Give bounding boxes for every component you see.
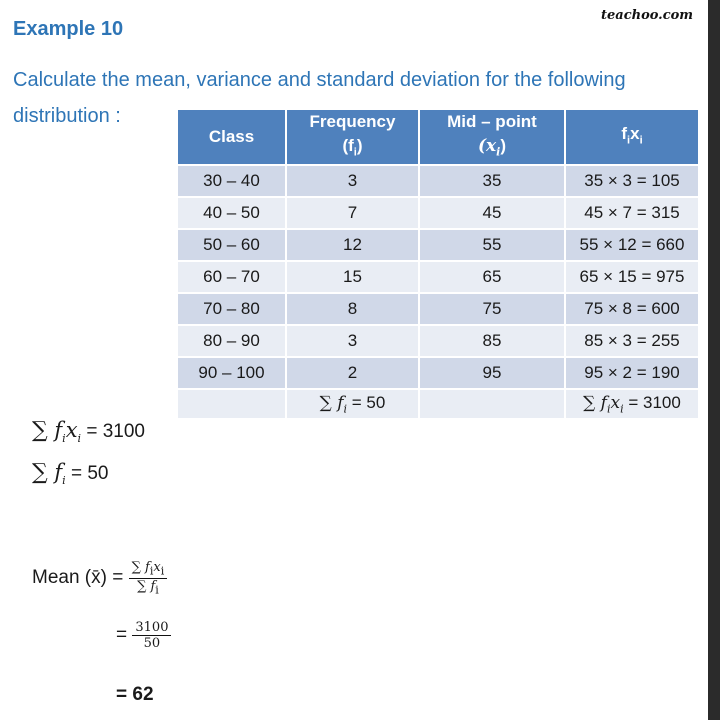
header-midpoint-symbol-open: (x	[477, 136, 497, 156]
sigma-symbol: ∑	[137, 578, 147, 594]
cell-frequency: 3	[287, 166, 420, 198]
cell-frequency: 12	[287, 230, 420, 262]
table-totals-row	[178, 390, 700, 420]
sub-i: i	[62, 473, 66, 487]
cell-midpoint: 75	[420, 294, 566, 326]
sub-i: i	[343, 402, 348, 416]
cell-midpoint: 65	[420, 262, 566, 294]
cell-fixi: 35 × 3 = 105	[566, 166, 700, 198]
cell-fixi: 55 × 12 = 660	[566, 230, 700, 262]
table-row	[178, 198, 700, 230]
cell-class: 60 – 70	[178, 262, 287, 294]
sub-i: i	[160, 564, 165, 578]
cell-class: 90 – 100	[178, 358, 287, 390]
cell-class: 70 – 80	[178, 294, 287, 326]
var-f: f	[47, 418, 63, 442]
cell-frequency: 2	[287, 358, 420, 390]
total-fixi-value: = 3100	[628, 393, 681, 413]
header-fixi-sub2: i	[639, 134, 643, 147]
mean-numerator	[129, 560, 168, 579]
cell-fixi: 65 × 15 = 975	[566, 262, 700, 294]
total-fixi	[566, 390, 700, 420]
sigma-symbol: ∑	[131, 560, 141, 575]
mean-fraction	[129, 560, 168, 596]
sub-i: i	[77, 431, 82, 445]
cell-midpoint: 45	[420, 198, 566, 230]
sub-i: i	[620, 402, 624, 416]
sum-f-line	[32, 460, 109, 487]
problem-statement: Calculate the mean, variance and standard deviation for the following distribution :	[13, 69, 626, 127]
cell-class: 30 – 40	[178, 166, 287, 198]
sub-i: i	[606, 402, 611, 416]
header-midpoint-subscript: i	[496, 145, 501, 159]
cell-fixi: 95 × 2 = 190	[566, 358, 700, 390]
header-midpoint	[420, 110, 566, 166]
var-x: x	[153, 560, 161, 575]
cell-frequency: 3	[287, 326, 420, 358]
substitution-numerator: 3100	[132, 620, 171, 636]
teachoo-watermark: teachoo.com	[601, 8, 694, 23]
header-fixi-x: x	[630, 124, 640, 143]
total-frequency	[287, 390, 420, 420]
table-row	[178, 262, 700, 294]
header-fixi	[566, 110, 700, 166]
var-f: f	[47, 460, 63, 484]
mean-formula-line	[32, 560, 167, 596]
cell-empty	[178, 390, 287, 420]
var-x: x	[610, 393, 621, 414]
header-frequency-symbol-open: (f	[342, 136, 354, 155]
table-row	[178, 166, 700, 198]
equals-sign: =	[116, 624, 128, 646]
distribution-table	[178, 110, 700, 420]
header-class: Class	[178, 110, 287, 166]
sub-i: i	[62, 431, 66, 445]
cell-frequency: 15	[287, 262, 420, 294]
header-frequency-label: Frequency	[309, 112, 396, 131]
header-frequency	[287, 110, 420, 166]
right-edge-bar	[708, 0, 720, 720]
cell-frequency: 8	[287, 294, 420, 326]
header-midpoint-label: Mid – point	[447, 112, 537, 131]
cell-class: 80 – 90	[178, 326, 287, 358]
cell-midpoint: 95	[420, 358, 566, 390]
sub-i: i	[149, 564, 154, 578]
sum-f-value: = 50	[70, 463, 109, 484]
cell-midpoint: 85	[420, 326, 566, 358]
header-frequency-subscript: i	[353, 146, 357, 159]
table-row	[178, 358, 700, 390]
var-f: f	[140, 560, 150, 575]
cell-midpoint: 55	[420, 230, 566, 262]
header-midpoint-symbol-close: )	[500, 136, 507, 155]
cell-frequency: 7	[287, 198, 420, 230]
cell-class: 50 – 60	[178, 230, 287, 262]
cell-fixi: 85 × 3 = 255	[566, 326, 700, 358]
table-row	[178, 294, 700, 326]
table-row	[178, 326, 700, 358]
cell-fixi: 75 × 8 = 600	[566, 294, 700, 326]
mean-denominator	[129, 579, 168, 597]
substitution-fraction	[132, 620, 171, 651]
table-row	[178, 230, 700, 262]
cell-empty	[420, 390, 566, 420]
substitution-denominator: 50	[143, 636, 161, 651]
sub-i: i	[155, 583, 159, 597]
cell-class: 40 – 50	[178, 198, 287, 230]
cell-fixi: 45 × 7 = 315	[566, 198, 700, 230]
mean-label: Mean (x̄) =	[32, 567, 124, 589]
var-f: f	[595, 393, 607, 414]
cell-midpoint: 35	[420, 166, 566, 198]
header-fixi-f: f	[621, 124, 628, 143]
sigma-symbol: ∑	[32, 418, 48, 443]
table-header-row	[178, 110, 700, 166]
mean-result: = 62	[116, 684, 154, 705]
var-f: f	[331, 393, 344, 414]
sigma-symbol: ∑	[583, 393, 596, 414]
var-f: f	[146, 578, 156, 594]
sum-fx-value: = 3100	[86, 421, 146, 442]
mean-substitution-line	[116, 620, 171, 651]
var-x: x	[65, 418, 78, 442]
total-frequency-value: = 50	[351, 393, 386, 413]
header-frequency-symbol-close: )	[356, 136, 363, 155]
sum-fx-line	[32, 418, 145, 445]
header-fixi-sub1: i	[627, 134, 631, 147]
sigma-symbol: ∑	[319, 393, 332, 414]
sigma-symbol: ∑	[32, 460, 48, 485]
example-title: Example 10	[13, 18, 124, 40]
